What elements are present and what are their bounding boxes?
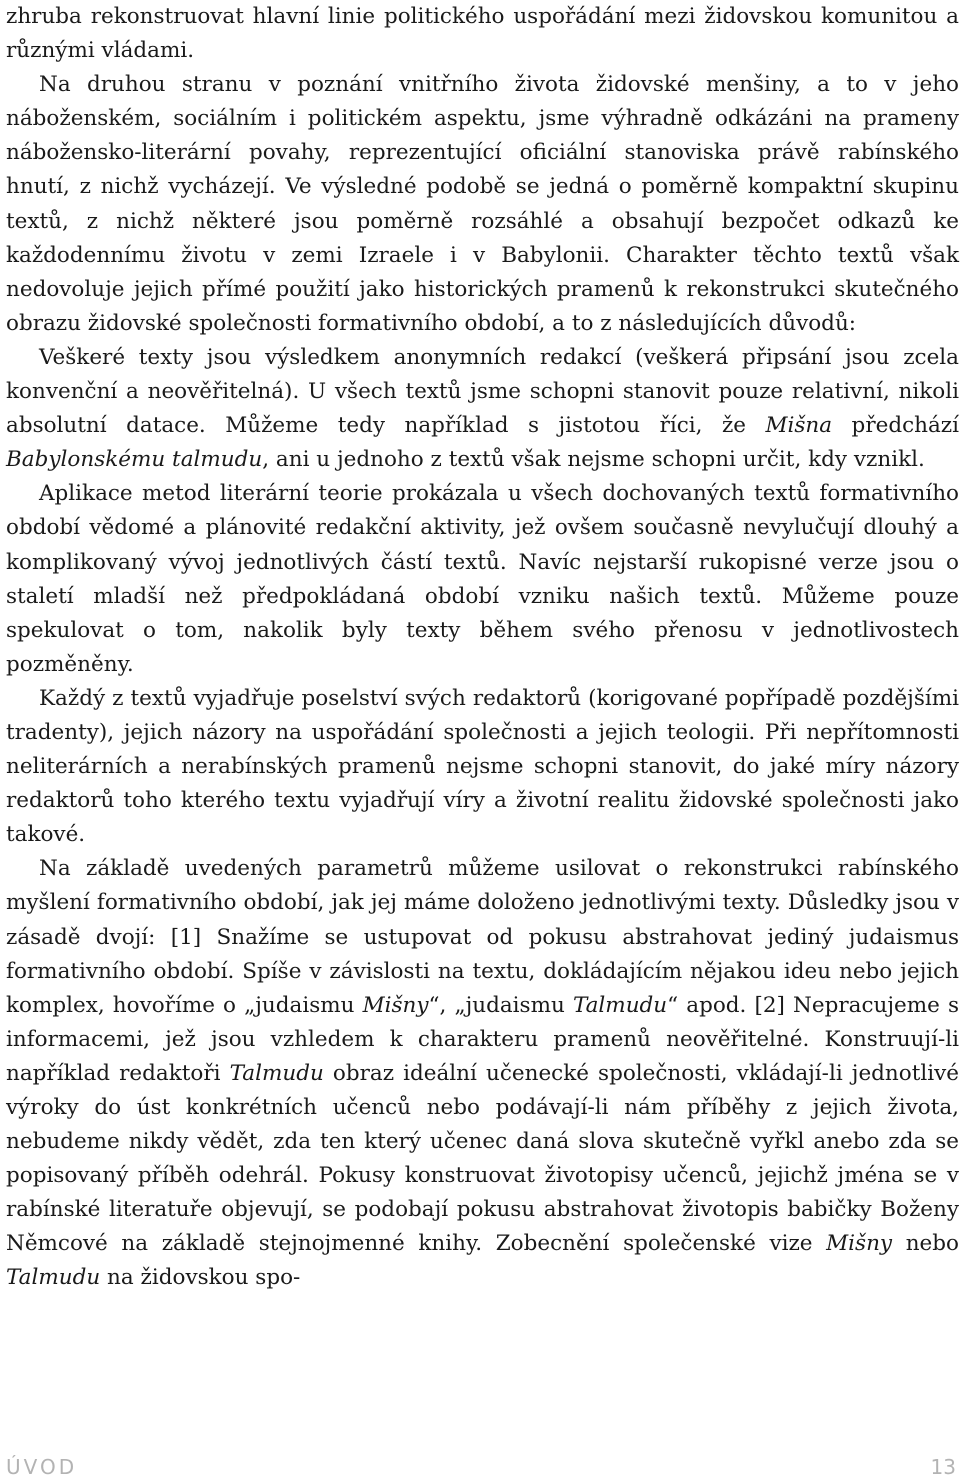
italic-title: Babylonskému talmudu — [6, 447, 263, 473]
text-run: “, „judaismu — [428, 992, 573, 1018]
italic-title: Mišna — [765, 413, 833, 439]
body-text — [6, 0, 959, 1296]
paragraph-3 — [6, 341, 959, 477]
text-run: , ani u jednoho z textů však nejsme schopni určit, kdy vznikl. — [262, 447, 925, 473]
italic-title: Talmudu — [6, 1265, 101, 1291]
paragraph-2: Na druhou stranu v poznání vnitřního života židovské menšiny, a to v jeho náboženském, sociálním i politickém aspektu, jsme výhradně odkázáni na prameny nábožensko-literární povahy, reprezentující oficiální stanoviska právě rabínského hnutí, z nichž vycházejí. Ve výsledné podobě se jedná o poměrně kompaktní skupinu textů, z nichž některé jsou poměrně rozsáhlé a obsahují bezpočet odkazů ke každodennímu životu v zemi Izraele i v Babylonii. Charakter těchto textů však nedovoluje jejich přímé použití jako historických pramenů k rekonstrukci skutečného obrazu židovské společnosti formativního období, a to z následujících důvodů: — [6, 72, 959, 336]
page-number: 13 — [930, 1455, 956, 1479]
paragraph-6 — [6, 852, 959, 1295]
italic-title: Mišny — [362, 992, 429, 1018]
italic-title: Talmudu — [229, 1060, 324, 1086]
italic-title: Mišny — [826, 1231, 893, 1257]
text-run: Na základě uvedených parametrů můžeme usilovat o rekonstrukci rabínského myšlení formativního období, jak jej máme doloženo jednotlivými texty. Důsledky jsou v zásadě dvojí: [1] Snažíme se ustupovat od pokusu abstrahovat jediný judaismus formativního období. Spíše v závislosti na textu, dokládajícím nějakou ideu nebo jejich komplex, hovoříme o „judaismu — [6, 856, 959, 1018]
paragraph-1: zhruba rekonstruovat hlavní linie politického uspořádání mezi židovskou komunitou a různými vládami. — [6, 4, 959, 64]
text-run: nebo — [892, 1231, 959, 1257]
text-run: obraz ideální učenecké společnosti, vkládají-li jednotlivé výroky do úst konkrétních učenců nebo podávají-li nám příběhy z jejich života, nebudeme nikdy vědět, zda ten který učenec daná slova skutečně vyřkl anebo zda se popisovaný příběh odehrál. Pokusy konstruovat životopisy učenců, jejichž jména se v rabínské literatuře objevují, se podobají pokusu abstrahovat životopis babičky Boženy Němcové na základě stejnojmenné knihy. Zobecnění společenské vize — [6, 1060, 959, 1257]
text-run: předchází — [832, 413, 959, 439]
paragraph-5: Každý z textů vyjadřuje poselství svých redaktorů (korigované popřípadě pozdějšími tradenty), jejich názory na uspořádání společnosti a jejich teologii. Při nepřítomnosti neliterárních a nerabínských pramenů nejsme schopni stanovit, do jaké míry názory redaktorů toho kterého textu vyjadřují víry a životní realitu židovské společnosti jako takové. — [6, 685, 959, 848]
text-run: na židovskou spo- — [100, 1265, 301, 1291]
running-footer-section: ÚVOD — [6, 1455, 78, 1479]
text-run: “ apod. [2] Nepracujeme s informacemi, jež jsou vzhledem k charakteru pramenů neověřitelné. Konstruují-li například redaktoři — [6, 992, 959, 1086]
text-run: Veškeré texty jsou výsledkem anonymních redakcí (veškerá připsání jsou zcela konvenční a neověřitelná). U všech textů jsme schopni stanovit pouze relativní, nikoli absolutní datace. Můžeme tedy například s jistotou říci, že — [6, 344, 959, 439]
italic-title: Talmudu — [572, 992, 668, 1018]
paragraph-4: Aplikace metod literární teorie prokázala u všech dochovaných textů formativního období vědomé a plánovité redakční aktivity, jež ovšem současně nevylučují dlouhý a komplikovaný vývoj jednotlivých částí textů. Navíc nejstarší rukopisné verze jsou o staletí mladší než předpokládaná období vzniku našich textů. Můžeme pouze spekulovat o tom, nakolik byly texty během svého přenosu v jednotlivostech pozměněny. — [6, 481, 959, 677]
